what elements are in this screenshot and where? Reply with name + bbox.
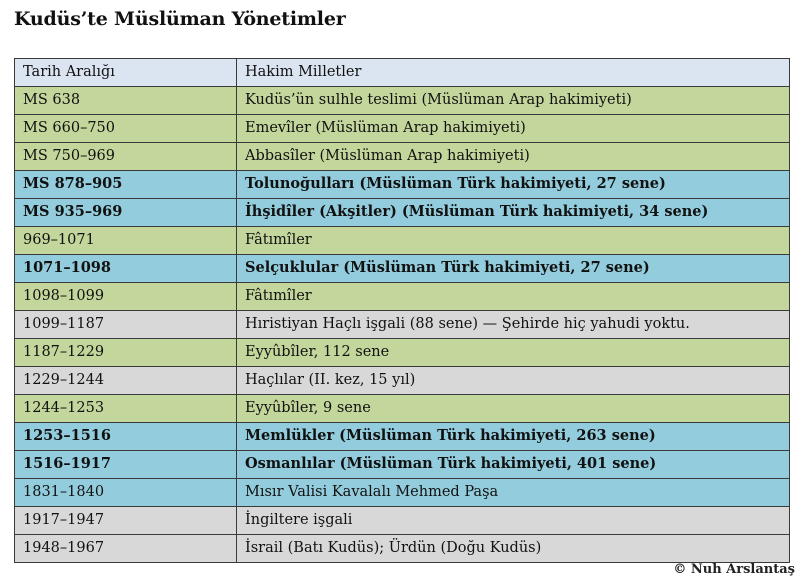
cell-date-range: 1253–1516 [15,423,237,451]
cell-ruling-nation: Abbasîler (Müslüman Arap hakimiyeti) [237,143,790,171]
table-row [15,507,790,535]
table-body [15,59,790,563]
table-row [15,367,790,395]
cell-date-range: 1071–1098 [15,255,237,283]
cell-date-range: 1229–1244 [15,367,237,395]
cell-ruling-nation: Kudüs’ün sulhle teslimi (Müslüman Arap hakimiyeti) [237,87,790,115]
table-row [15,479,790,507]
cell-ruling-nation: Fâtımîler [237,283,790,311]
table-row [15,283,790,311]
cell-ruling-nation: İngiltere işgali [237,507,790,535]
cell-ruling-nation: Emevîler (Müslüman Arap hakimiyeti) [237,115,790,143]
rulers-table [14,58,790,563]
table-row [15,171,790,199]
table-row [15,423,790,451]
cell-ruling-nation: Selçuklular (Müslüman Türk hakimiyeti, 27 sene) [237,255,790,283]
cell-ruling-nation: İsrail (Batı Kudüs); Ürdün (Doğu Kudüs) [237,535,790,563]
cell-date-range: 1516–1917 [15,451,237,479]
table-row [15,395,790,423]
page-title: Kudüs’te Müslüman Yönetimler [14,8,346,30]
cell-ruling-nation: Memlükler (Müslüman Türk hakimiyeti, 263 sene) [237,423,790,451]
cell-date-range: MS 660–750 [15,115,237,143]
header-ruling-nations: Hakim Milletler [237,59,790,87]
table-row [15,451,790,479]
cell-date-range: MS 878–905 [15,171,237,199]
cell-ruling-nation: Osmanlılar (Müslüman Türk hakimiyeti, 401 sene) [237,451,790,479]
table-row [15,199,790,227]
table-row [15,87,790,115]
cell-ruling-nation: Mısır Valisi Kavalalı Mehmed Paşa [237,479,790,507]
cell-date-range: 1244–1253 [15,395,237,423]
table-row [15,311,790,339]
cell-date-range: MS 638 [15,87,237,115]
copyright-credit: © Nuh Arslantaş [673,562,795,577]
table-row [15,339,790,367]
cell-date-range: MS 750–969 [15,143,237,171]
cell-date-range: 1948–1967 [15,535,237,563]
cell-ruling-nation: Eyyûbîler, 9 sene [237,395,790,423]
cell-ruling-nation: Fâtımîler [237,227,790,255]
cell-ruling-nation: Hıristiyan Haçlı işgali (88 sene) — Şehirde hiç yahudi yoktu. [237,311,790,339]
cell-ruling-nation: Tolunoğulları (Müslüman Türk hakimiyeti, 27 sene) [237,171,790,199]
cell-date-range: 1187–1229 [15,339,237,367]
cell-date-range: 1098–1099 [15,283,237,311]
cell-ruling-nation: Haçlılar (II. kez, 15 yıl) [237,367,790,395]
table-row [15,115,790,143]
cell-date-range: 969–1071 [15,227,237,255]
table-row [15,535,790,563]
table-row [15,255,790,283]
header-date-range: Tarih Aralığı [15,59,237,87]
cell-ruling-nation: İhşidîler (Akşitler) (Müslüman Türk hakimiyeti, 34 sene) [237,199,790,227]
cell-ruling-nation: Eyyûbîler, 112 sene [237,339,790,367]
cell-date-range: MS 935–969 [15,199,237,227]
table-row [15,227,790,255]
cell-date-range: 1831–1840 [15,479,237,507]
table-row [15,143,790,171]
cell-date-range: 1917–1947 [15,507,237,535]
cell-date-range: 1099–1187 [15,311,237,339]
table-header-row [15,59,790,87]
